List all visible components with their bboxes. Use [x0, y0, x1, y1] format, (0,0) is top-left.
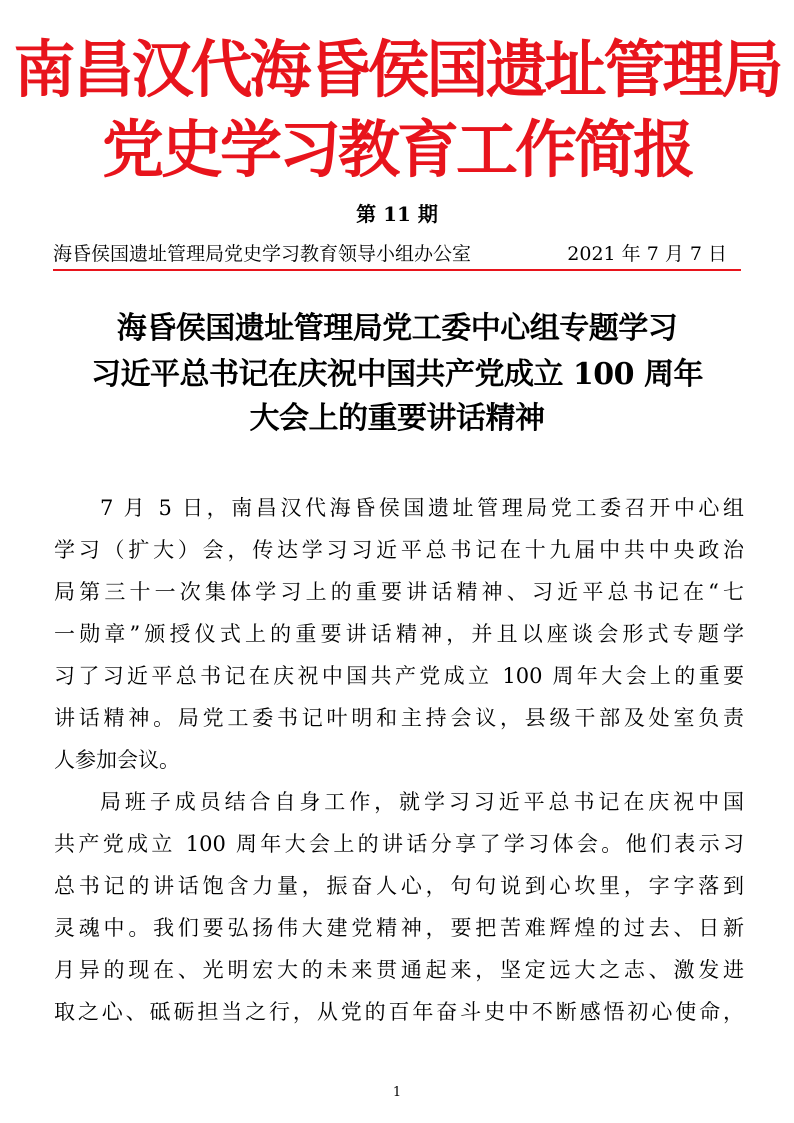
masthead-line-1: 南昌汉代海昏侯国遗址管理局 — [13, 33, 781, 106]
paragraph-line: 习了习近平总书记在庆祝中国共产党成立 100 周年大会上的重要 — [54, 664, 744, 688]
paragraph-line: 局第三十一次集体学习上的重要讲话精神、习近平总书记在“七 — [54, 580, 744, 604]
paragraph-line: 共产党成立 100 周年大会上的讲话分享了学习体会。他们表示习 — [54, 832, 744, 856]
paragraph-line: 总书记的讲话饱含力量，振奋人心，句句说到心坎里，字字落到 — [54, 874, 744, 898]
page-number: 1 — [392, 1085, 402, 1100]
paragraph-line: 一勋章”颁授仪式上的重要讲话精神，并且以座谈会形式专题学 — [54, 622, 744, 646]
issuer-org: 海昏侯国遗址管理局党史学习教育领导小组办公室 — [53, 243, 472, 265]
red-divider-rule — [53, 269, 741, 271]
article-title-line-2: 习近平总书记在庆祝中国共产党成立 100 周年 — [90, 357, 703, 392]
paragraph-line: 局班子成员结合自身工作，就学习习近平总书记在庆祝中国 — [100, 790, 744, 814]
paragraph-line: 7 月 5 日，南昌汉代海昏侯国遗址管理局党工委召开中心组 — [100, 496, 744, 520]
masthead-line-2: 党史学习教育工作简报 — [101, 113, 692, 186]
article-title-line-3: 大会上的重要讲话精神 — [249, 401, 545, 436]
paragraph-line: 灵魂中。我们要弘扬伟大建党精神，要把苦难辉煌的过去、日新 — [54, 916, 744, 940]
paragraph-line: 月异的现在、光明宏大的未来贯通起来，坚定远大之志、激发进 — [54, 958, 744, 982]
paragraph-line: 人参加会议。 — [54, 748, 180, 772]
issue-number: 第 11 期 — [356, 202, 438, 226]
paragraph-line: 取之心、砥砺担当之行，从党的百年奋斗史中不断感悟初心使命， — [54, 1000, 744, 1024]
paragraph-line: 讲话精神。局党工委书记叶明和主持会议，县级干部及处室负责 — [54, 706, 744, 730]
article-title-line-1: 海昏侯国遗址管理局党工委中心组专题学习 — [116, 311, 678, 346]
issue-date: 2021 年 7 月 7 日 — [567, 243, 727, 265]
paragraph-line: 学习（扩大）会，传达学习习近平总书记在十九届中共中央政治 — [54, 538, 744, 562]
issuer-info-line — [53, 240, 737, 268]
